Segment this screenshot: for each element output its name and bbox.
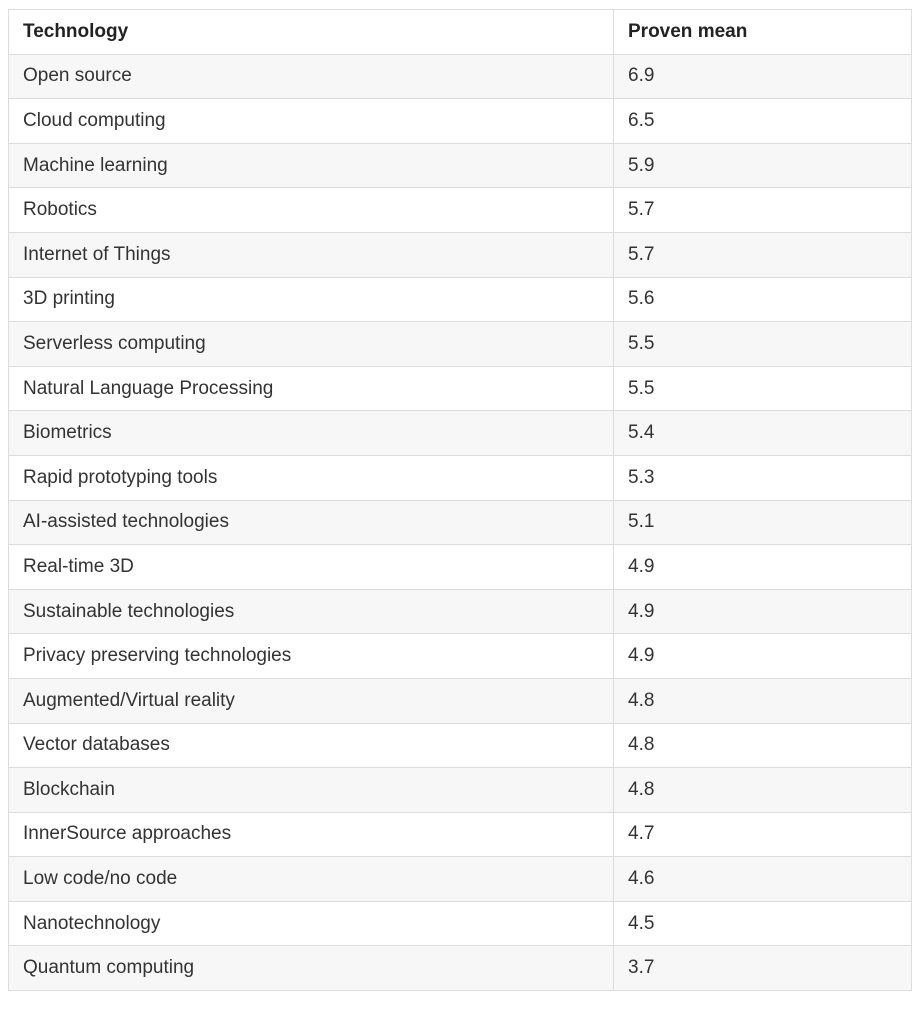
proven-mean-cell: 5.5 [614, 322, 912, 367]
table-row [9, 366, 912, 411]
proven-mean-cell: 4.5 [614, 901, 912, 946]
table-row [9, 188, 912, 233]
proven-mean-cell: 4.9 [614, 545, 912, 590]
table-header [9, 10, 912, 55]
table-row [9, 946, 912, 991]
table-row [9, 589, 912, 634]
table-row [9, 277, 912, 322]
technology-cell: InnerSource approaches [9, 812, 614, 857]
technology-cell: Nanotechnology [9, 901, 614, 946]
table-row [9, 143, 912, 188]
proven-mean-cell: 5.7 [614, 188, 912, 233]
technology-cell: Internet of Things [9, 232, 614, 277]
technology-cell: Vector databases [9, 723, 614, 768]
technology-cell: Cloud computing [9, 99, 614, 144]
proven-mean-cell: 4.7 [614, 812, 912, 857]
table-row [9, 545, 912, 590]
table-body [9, 54, 912, 990]
proven-mean-cell: 5.4 [614, 411, 912, 456]
table-row [9, 678, 912, 723]
table-row [9, 54, 912, 99]
proven-mean-cell: 6.5 [614, 99, 912, 144]
table-row [9, 411, 912, 456]
technology-cell: 3D printing [9, 277, 614, 322]
table-container [8, 9, 911, 991]
proven-mean-cell: 3.7 [614, 946, 912, 991]
table-row [9, 455, 912, 500]
header-technology: Technology [9, 10, 614, 55]
technology-cell: Low code/no code [9, 857, 614, 902]
proven-mean-cell: 4.9 [614, 589, 912, 634]
table-row [9, 723, 912, 768]
technology-cell: Serverless computing [9, 322, 614, 367]
technology-cell: Sustainable technologies [9, 589, 614, 634]
header-row [9, 10, 912, 55]
proven-mean-cell: 5.5 [614, 366, 912, 411]
proven-mean-cell: 4.6 [614, 857, 912, 902]
proven-mean-cell: 5.7 [614, 232, 912, 277]
technology-cell: AI-assisted technologies [9, 500, 614, 545]
technology-cell: Rapid prototyping tools [9, 455, 614, 500]
technology-cell: Blockchain [9, 768, 614, 813]
table-row [9, 857, 912, 902]
technology-cell: Privacy preserving technologies [9, 634, 614, 679]
technology-cell: Robotics [9, 188, 614, 233]
table-row [9, 99, 912, 144]
header-proven-mean: Proven mean [614, 10, 912, 55]
proven-mean-cell: 5.1 [614, 500, 912, 545]
proven-mean-cell: 5.6 [614, 277, 912, 322]
technology-cell: Biometrics [9, 411, 614, 456]
table-row [9, 232, 912, 277]
technology-cell: Real-time 3D [9, 545, 614, 590]
table-row [9, 634, 912, 679]
technology-cell: Open source [9, 54, 614, 99]
table-row [9, 901, 912, 946]
proven-mean-cell: 4.9 [614, 634, 912, 679]
proven-mean-cell: 4.8 [614, 678, 912, 723]
proven-mean-cell: 5.3 [614, 455, 912, 500]
technology-cell: Augmented/Virtual reality [9, 678, 614, 723]
technology-cell: Quantum computing [9, 946, 614, 991]
technology-cell: Machine learning [9, 143, 614, 188]
table-row [9, 322, 912, 367]
table-row [9, 768, 912, 813]
proven-mean-cell: 6.9 [614, 54, 912, 99]
table-row [9, 812, 912, 857]
technology-table [8, 9, 912, 991]
proven-mean-cell: 4.8 [614, 723, 912, 768]
proven-mean-cell: 4.8 [614, 768, 912, 813]
proven-mean-cell: 5.9 [614, 143, 912, 188]
table-row [9, 500, 912, 545]
technology-cell: Natural Language Processing [9, 366, 614, 411]
